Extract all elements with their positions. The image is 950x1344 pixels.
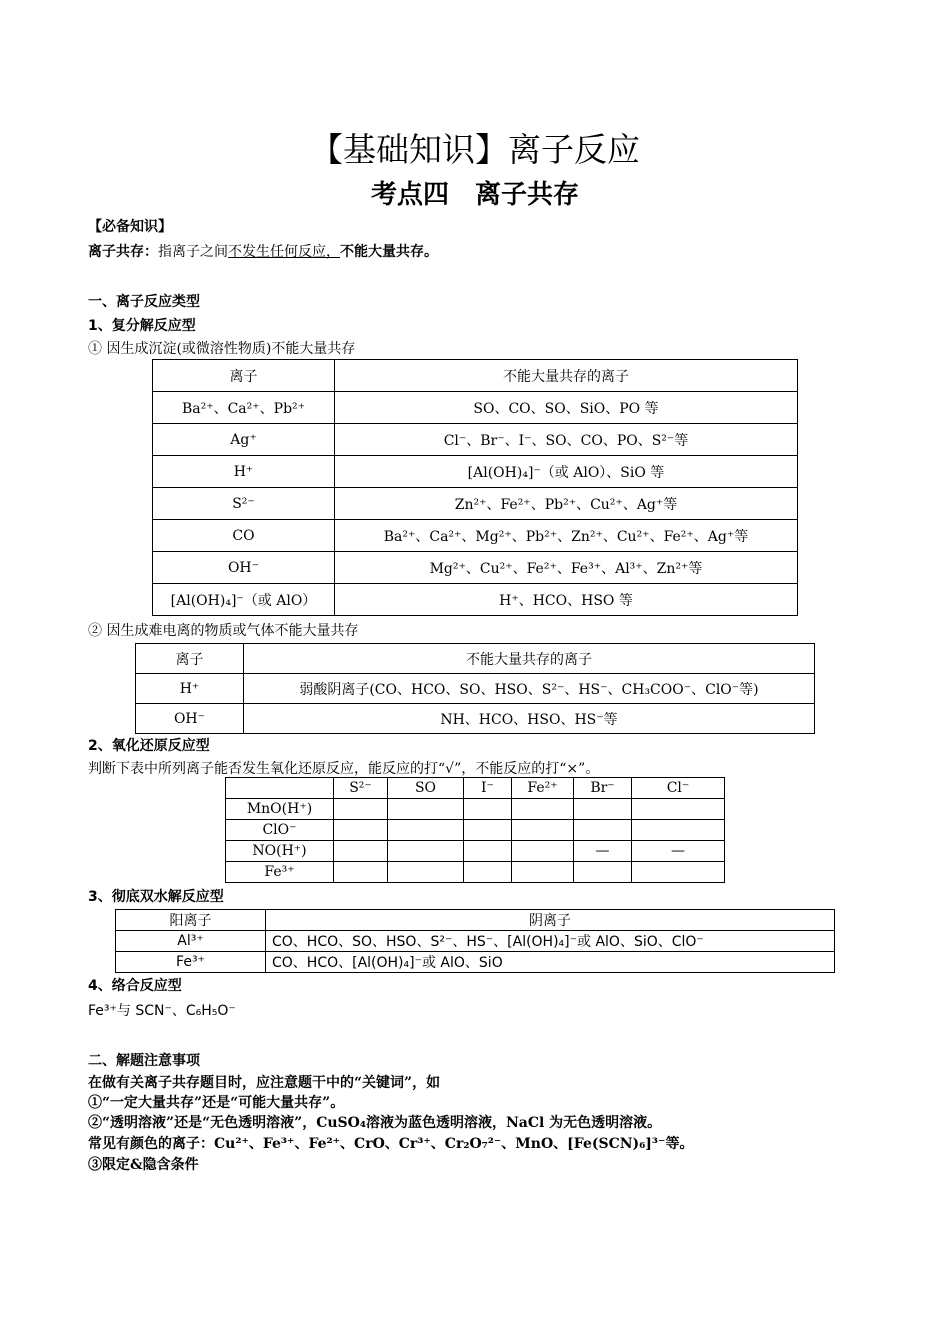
table-header-row [136, 644, 815, 674]
answer-cell[interactable] [464, 820, 512, 841]
answer-cell[interactable] [464, 862, 512, 883]
definition-text: 指离子之间 [158, 244, 228, 260]
definition-bold: 不能大量共存。 [340, 244, 438, 260]
conflict-cell: 弱酸阴离子(CO、HCO、SO、HSO、S²⁻、HS⁻、CH₃COO⁻、ClO⁻等) [244, 674, 815, 704]
sub-heading-3: 3、彻底双水解反应型 [88, 889, 224, 905]
table-row [136, 674, 815, 704]
conflict-cell: [Al(OH)₄]⁻（或 AlO）、SiO 等 [335, 456, 798, 488]
hydrolysis-table [115, 909, 835, 973]
ion-cell: CO [153, 520, 335, 552]
ion-cell: Fe³⁺ [116, 952, 266, 973]
item-3: 判断下表中所列离子能否发生氧化还原反应，能反应的打“√”，不能反应的打“×”。 [88, 761, 600, 777]
answer-cell[interactable] [632, 820, 725, 841]
notes-line-2: ①“一定大量共存”还是“可能大量共存”。 [88, 1095, 345, 1111]
must-know-heading: 【必备知识】 [88, 219, 172, 235]
conflict-cell: Mg²⁺、Cu²⁺、Fe²⁺、Fe³⁺、Al³⁺、Zn²⁺等 [335, 552, 798, 584]
header-cation: 阳离子 [116, 910, 266, 931]
answer-cell[interactable] [512, 820, 574, 841]
answer-cell[interactable] [632, 862, 725, 883]
table-row [116, 952, 835, 973]
ion-cell: Ag⁺ [153, 424, 335, 456]
ion-cell: [Al(OH)₄]⁻（或 AlO） [153, 584, 335, 616]
column-header: Cl⁻ [632, 778, 725, 799]
item-4: Fe³⁺与 SCN⁻、C₆H₅O⁻ [88, 1003, 236, 1019]
answer-cell[interactable] [334, 862, 388, 883]
row-header: Fe³⁺ [226, 862, 334, 883]
answer-cell[interactable] [512, 862, 574, 883]
answer-cell[interactable] [574, 862, 632, 883]
ion-cell: Ba²⁺、Ca²⁺、Pb²⁺ [153, 392, 335, 424]
notes-line-3: ②“透明溶液”还是“无色透明溶液”，CuSO₄溶液为蓝色透明溶液，NaCl 为无色透明溶液。 [88, 1115, 662, 1131]
conflict-cell: Ba²⁺、Ca²⁺、Mg²⁺、Pb²⁺、Zn²⁺、Cu²⁺、Fe²⁺、Ag⁺等 [335, 520, 798, 552]
row-header: ClO⁻ [226, 820, 334, 841]
row-header: MnO(H⁺) [226, 799, 334, 820]
header-conflict: 不能大量共存的离子 [244, 644, 815, 674]
ion-cell: H⁺ [153, 456, 335, 488]
conflict-cell: CO、HCO、[Al(OH)₄]⁻或 AlO、SiO [266, 952, 835, 973]
answer-cell[interactable] [632, 799, 725, 820]
table-row [226, 820, 725, 841]
definition-line [88, 243, 438, 261]
table-row [116, 931, 835, 952]
table-header-row [153, 360, 798, 392]
table-row [153, 552, 798, 584]
ion-cell: OH⁻ [136, 704, 244, 734]
conflict-cell: H⁺、HCO、HSO 等 [335, 584, 798, 616]
notes-line-1: 在做有关离子共存题目时，应注意题干中的“关键词”，如 [88, 1075, 441, 1091]
header-ion: 离子 [153, 360, 335, 392]
table-row [153, 392, 798, 424]
row-header: NO(H⁺) [226, 841, 334, 862]
table-row [153, 488, 798, 520]
conflict-cell: SO、CO、SO、SiO、PO 等 [335, 392, 798, 424]
table-row [153, 424, 798, 456]
notes-line-4: 常见有颜色的离子：Cu²⁺、Fe³⁺、Fe²⁺、CrO、Cr³⁺、Cr₂O₇²⁻、MnO、[Fe(SCN)₆]³⁻等。 [88, 1136, 694, 1152]
item-1: ① 因生成沉淀(或微溶性物质)不能大量共存 [88, 341, 356, 357]
ion-cell: Al³⁺ [116, 931, 266, 952]
header-conflict: 不能大量共存的离子 [335, 360, 798, 392]
table-row [226, 862, 725, 883]
header-anion: 阴离子 [266, 910, 835, 931]
answer-cell[interactable] [334, 841, 388, 862]
table-header-row [116, 910, 835, 931]
column-header: Br⁻ [574, 778, 632, 799]
page-subtitle: 考点四 离子共存 [370, 180, 579, 210]
table-header-row [226, 778, 725, 799]
notes-line-5: ③限定&隐含条件 [88, 1157, 199, 1173]
column-header: SO [388, 778, 464, 799]
answer-cell[interactable] [388, 841, 464, 862]
conflict-cell: Zn²⁺、Fe²⁺、Pb²⁺、Cu²⁺、Ag⁺等 [335, 488, 798, 520]
answer-cell[interactable] [334, 820, 388, 841]
answer-cell[interactable] [388, 799, 464, 820]
answer-cell[interactable] [574, 799, 632, 820]
sub-heading-4: 4、络合反应型 [88, 978, 182, 994]
table-row [226, 799, 725, 820]
answer-cell[interactable] [574, 820, 632, 841]
page-title: 【基础知识】离子反应 [310, 130, 640, 169]
definition-label: 离子共存： [88, 244, 158, 260]
answer-cell[interactable] [464, 841, 512, 862]
header-ion: 离子 [136, 644, 244, 674]
section-2-heading: 二、解题注意事项 [88, 1053, 200, 1069]
answer-cell[interactable] [512, 841, 574, 862]
table-row [153, 456, 798, 488]
conflict-cell: NH、HCO、HSO、HS⁻等 [244, 704, 815, 734]
dash-cell: — [574, 841, 632, 862]
answer-cell[interactable] [388, 862, 464, 883]
conflict-cell: CO、HCO、SO、HSO、S²⁻、HS⁻、[Al(OH)₄]⁻或 AlO、SiO、ClO⁻ [266, 931, 835, 952]
column-header: Fe²⁺ [512, 778, 574, 799]
table-row [226, 841, 725, 862]
table-row [153, 584, 798, 616]
section-1-heading: 一、离子反应类型 [88, 294, 200, 310]
column-header: S²⁻ [334, 778, 388, 799]
answer-cell[interactable] [388, 820, 464, 841]
ion-cell: S²⁻ [153, 488, 335, 520]
answer-cell[interactable] [512, 799, 574, 820]
item-2: ② 因生成难电离的物质或气体不能大量共存 [88, 623, 359, 639]
conflict-cell: Cl⁻、Br⁻、I⁻、SO、CO、PO、S²⁻等 [335, 424, 798, 456]
table-row [153, 520, 798, 552]
answer-cell[interactable] [334, 799, 388, 820]
corner-cell [226, 778, 334, 799]
column-header: I⁻ [464, 778, 512, 799]
precipitate-table [152, 359, 798, 616]
redox-table [225, 777, 725, 883]
ion-cell: H⁺ [136, 674, 244, 704]
dash-cell: — [632, 841, 725, 862]
gas-weak-electrolyte-table [135, 643, 815, 734]
answer-cell[interactable] [464, 799, 512, 820]
ion-cell: OH⁻ [153, 552, 335, 584]
sub-heading-1: 1、复分解反应型 [88, 318, 196, 334]
table-row [136, 704, 815, 734]
definition-underlined: 不发生任何反应， [228, 244, 340, 260]
sub-heading-2: 2、氧化还原反应型 [88, 738, 210, 754]
